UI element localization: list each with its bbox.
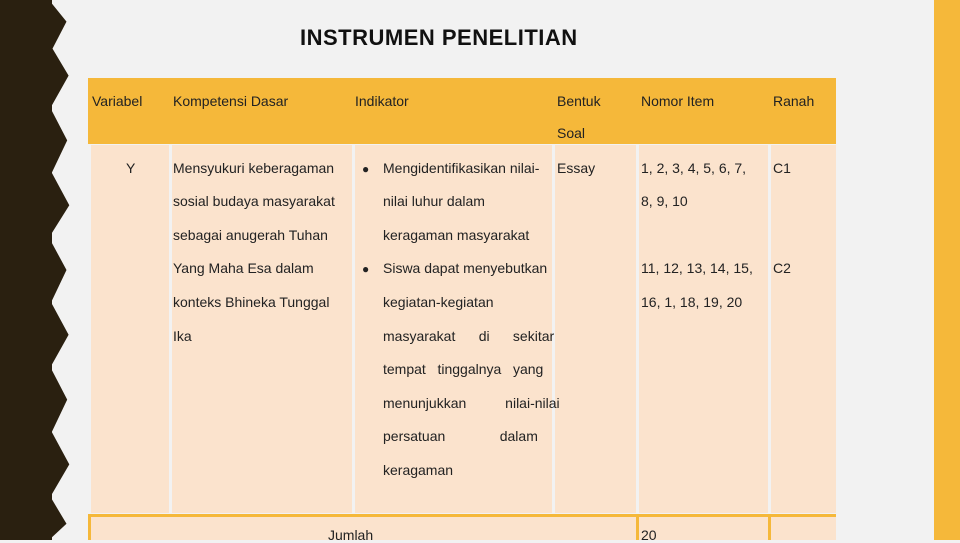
kompetensi-line: sebagai anugerah Tuhan: [173, 227, 328, 243]
nomor-line: 16, 1, 18, 19, 20: [641, 294, 743, 310]
indikator-line: masyarakat di sekitar: [383, 328, 555, 344]
cell-bentuk: [555, 145, 636, 513]
kompetensi-line: Ika: [173, 328, 192, 344]
indikator-line: Mengidentifikasikan nilai-: [383, 160, 540, 176]
indikator-line: keragaman masyarakat: [383, 227, 530, 243]
bullet-icon: ●: [362, 162, 370, 176]
left-decor-wave: [0, 0, 70, 540]
value-variabel: Y: [126, 160, 136, 176]
value-ranah-c2: C2: [773, 260, 791, 276]
header-variabel: Variabel: [92, 93, 143, 109]
kompetensi-line: Yang Maha Esa dalam: [173, 260, 314, 276]
instrument-table: [88, 78, 836, 540]
indikator-line: nilai luhur dalam: [383, 193, 485, 209]
kompetensi-line: sosial budaya masyarakat: [173, 193, 335, 209]
value-bentuk: Essay: [557, 160, 596, 176]
table-header-row: [88, 78, 836, 144]
indikator-line: tempat tinggalnya yang: [383, 361, 544, 377]
indikator-line: menunjukkan nilai-nilai: [383, 395, 560, 411]
header-kompetensi: Kompetensi Dasar: [173, 93, 289, 109]
indikator-line: kegiatan-kegiatan: [383, 294, 494, 310]
footer-total-value: 20: [641, 527, 657, 543]
table-footer-row: [88, 514, 836, 543]
bullet-icon: ●: [362, 262, 370, 276]
indikator-line: Siswa dapat menyebutkan: [383, 260, 548, 276]
value-ranah-c1: C1: [773, 160, 791, 176]
indikator-line: keragaman: [383, 462, 454, 478]
kompetensi-line: Mensyukuri keberagaman: [173, 160, 335, 176]
cell-variabel: [91, 145, 169, 513]
header-soal: Soal: [557, 125, 586, 141]
page-title: INSTRUMEN PENELITIAN: [300, 25, 578, 50]
header-bentuk: Bentuk: [557, 93, 601, 109]
footer-total-cell: [639, 517, 768, 540]
footer-ranah-cell: [771, 517, 836, 540]
header-nomor-item: Nomor Item: [641, 93, 715, 109]
right-decor-band: [934, 0, 960, 540]
kompetensi-line: konteks Bhineka Tunggal: [173, 294, 330, 310]
nomor-line: 8, 9, 10: [641, 193, 688, 209]
nomor-line: 11, 12, 13, 14, 15,: [641, 260, 753, 276]
header-ranah: Ranah: [773, 93, 815, 109]
footer-jumlah-label: Jumlah: [328, 527, 374, 543]
cell-ranah: [771, 145, 836, 513]
nomor-line: 1, 2, 3, 4, 5, 6, 7,: [641, 160, 747, 176]
indikator-line: persatuan dalam: [383, 428, 538, 444]
header-indikator: Indikator: [355, 93, 409, 109]
